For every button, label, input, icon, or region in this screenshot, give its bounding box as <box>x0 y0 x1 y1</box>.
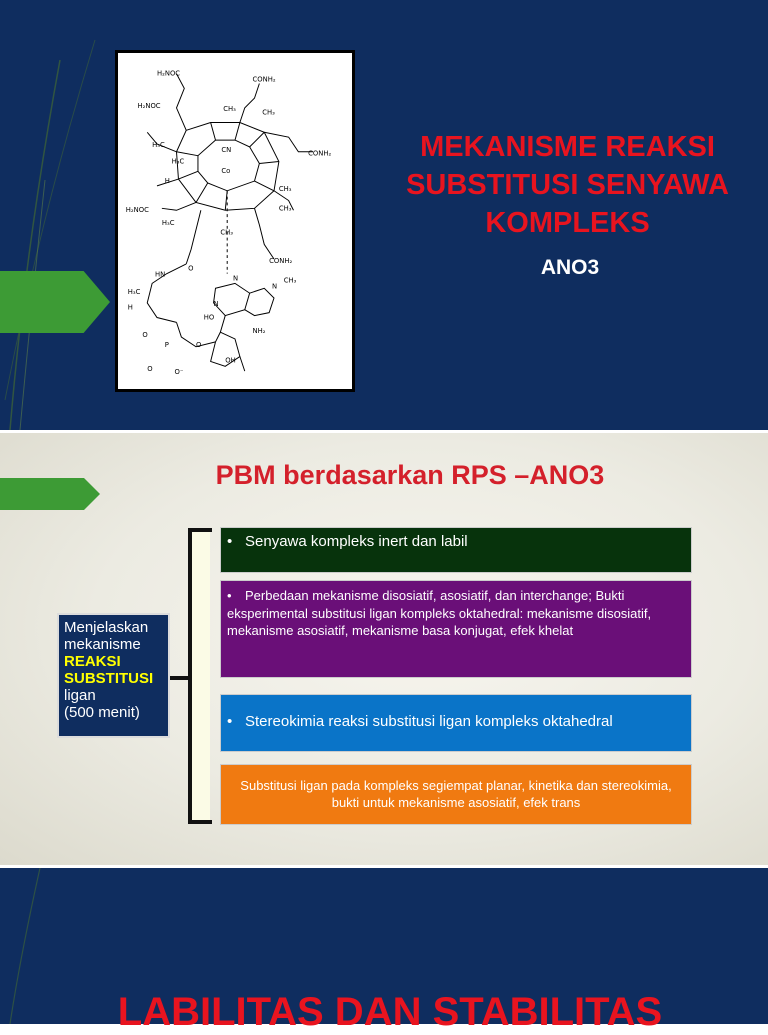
mol-label: CONH₂ <box>269 256 293 265</box>
topic-box <box>220 694 692 752</box>
topic-box <box>220 764 692 825</box>
decorative-lines <box>0 0 120 430</box>
slide1-subtitle: ANO3 <box>540 256 600 279</box>
mol-label: H <box>164 176 170 185</box>
slide2-title: PBM berdasarkan RPS –ANO3 <box>215 460 605 490</box>
mol-label: H₃C <box>127 288 141 297</box>
slide1-title: MEKANISME REAKSI SUBSTITUSI SENYAWA KOMPLEKS <box>406 131 729 239</box>
mol-label: Co <box>221 167 231 176</box>
mol-label: H₂NOC <box>125 206 149 215</box>
topic-box <box>220 580 692 678</box>
mol-label: CH₃ <box>262 108 275 117</box>
objective-highlight: REAKSI <box>64 653 121 670</box>
mol-label: OH <box>225 356 236 365</box>
mol-label: H₃C <box>171 157 185 166</box>
learning-objective-box <box>57 613 170 738</box>
mol-label: CH₃ <box>220 228 233 237</box>
mol-label: CONH₂ <box>308 149 332 158</box>
mol-label: N <box>213 299 219 308</box>
bracket-top-tick <box>188 528 212 532</box>
bullet: • <box>227 533 233 550</box>
slide3-title: LABILITAS DAN STABILITAS <box>117 990 663 1034</box>
mol-label: CN <box>221 145 232 154</box>
mol-label: O <box>147 365 153 374</box>
mol-label: HO <box>203 313 215 322</box>
mol-label: N <box>233 274 239 283</box>
mol-label: CONH₂ <box>252 75 276 84</box>
mol-label: H₃C <box>161 218 175 227</box>
topic-box <box>220 527 692 573</box>
mol-label: O⁻ <box>174 368 184 377</box>
mol-label: HN <box>155 270 166 279</box>
mol-label: H <box>127 303 133 312</box>
objective-line: Menjelaskan mekanisme <box>64 619 149 653</box>
topic-text: Substitusi ligan pada kompleks segiempat planar, kinetika dan stereokimia, bukti untuk mekanisme asosiatif, efek trans <box>240 778 672 810</box>
mol-label: P <box>164 340 169 349</box>
objective-line: ligan <box>64 687 96 704</box>
mol-label: O <box>188 264 194 273</box>
mol-label: H₃C <box>152 140 165 149</box>
bracket <box>188 528 210 824</box>
mol-label: N <box>272 282 278 291</box>
mol-label: H₂NOC <box>157 69 181 78</box>
objective-duration: (500 menit) <box>64 704 140 721</box>
bullet: • <box>227 713 233 730</box>
mol-label: O <box>196 340 202 349</box>
mol-label: H₂NOC <box>137 101 161 110</box>
green-arrow-marker <box>0 478 100 510</box>
topic-text: Senyawa kompleks inert dan labil <box>245 533 468 550</box>
mol-label: CH₃ <box>223 104 236 113</box>
objective-highlight: SUBSTITUSI <box>64 670 154 687</box>
mol-label: NH₂ <box>252 327 266 336</box>
bracket-bottom-tick <box>188 820 212 824</box>
mol-label: CH₃ <box>283 276 297 285</box>
decorative-lines <box>0 868 60 1024</box>
mol-label: CH₃ <box>278 184 292 193</box>
cobalamin-structure-image <box>115 50 355 392</box>
mol-label: O <box>142 331 148 340</box>
topic-text: Perbedaan mekanisme disosiatif, asosiatif, dan interchange; Bukti eksperimental substitusi ligan kompleks oktahedral: mekanisme disosiatif, mekanisme asosiatif, mekanisme basa konjugat, efek khelat <box>227 588 652 638</box>
mol-label: CH₃ <box>278 204 292 213</box>
bracket-stub <box>170 676 190 680</box>
topic-text: Stereokimia reaksi substitusi ligan kompleks oktahedral <box>245 713 613 730</box>
bullet: • <box>227 588 232 603</box>
